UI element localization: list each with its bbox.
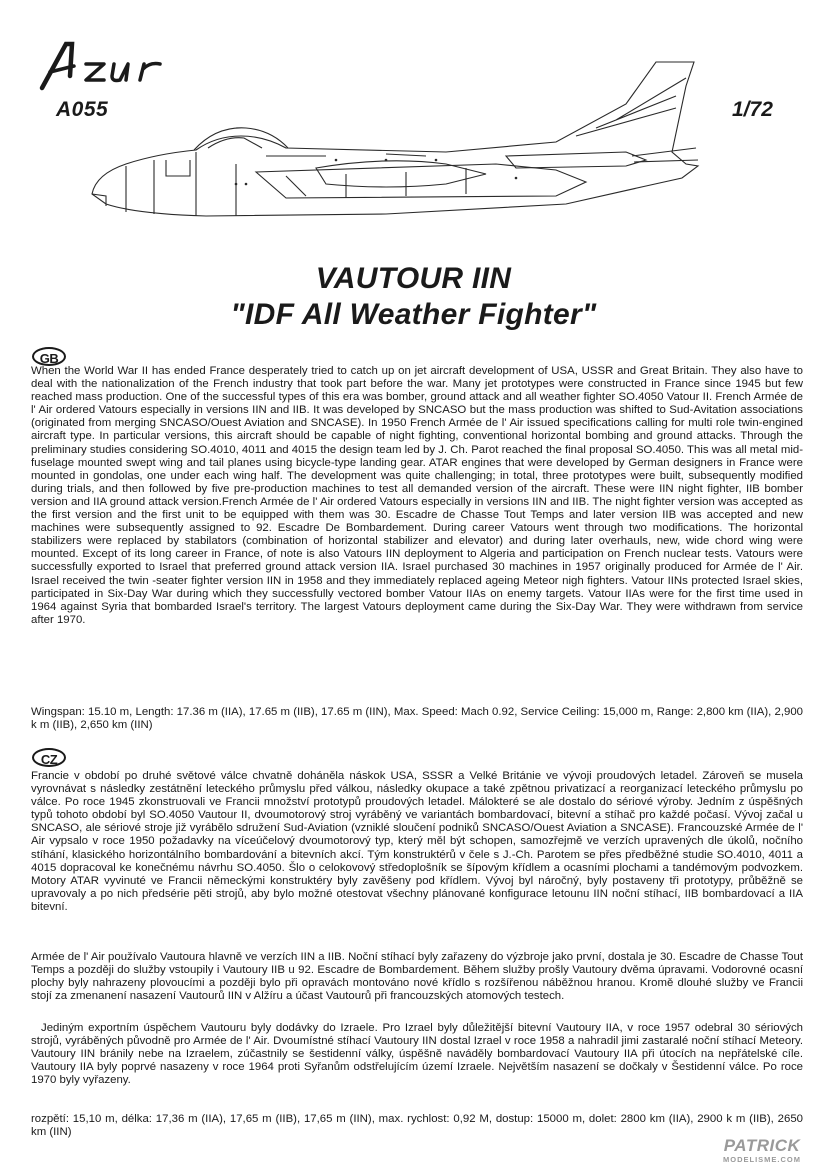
watermark-sub: MODELISME.COM	[723, 1155, 801, 1164]
gb-language-badge: GB	[32, 347, 66, 366]
cz-language-badge: CZ	[32, 748, 66, 767]
gb-specifications: Wingspan: 15.10 m, Length: 17.36 m (IIA), 17.65 m (IIB), 17.65 m (IIN), Max. Speed: Mach 0.92, Service Ceiling: 15,000 m, Range: 2,800 km (IIA), 2,900 k m (IIB), 2,650 km (IIN)	[31, 706, 803, 732]
aircraft-side-view	[86, 56, 746, 246]
title-subtitle: "IDF All Weather Fighter"	[230, 298, 597, 331]
title-model: VAUTOUR IIN	[315, 262, 512, 295]
cz-history-text-3: Jediným exportním úspěchem Vautouru byly dodávky do Izraele. Pro Izrael byly důležitější bitevní Vautoury IIA, v roce 1957 odebral 30 sériových strojů, vyráběných původně pro Armée de l' Air. Dvoumístné stíhací Vautoury IIN dostal Izrael v roce 1958 a nahradil jimi zastaralé noční stíhací Meteory. Vautoury IIN bránily nebe na Izraelem, zúčastnily se šestidenní války, úspěšně naváděly bombardovací Vautoury IIA při útocích na nepřátelské cíle. Vautoury IIA byly poprvé nasazeny v roce 1964 proti Syřanům odstřelujícím území Izraele. Největším nasazení se dočkaly v Šestidenní válce. Po roce 1970 byly vyřazeny.	[31, 1022, 803, 1087]
kit-code: A055	[56, 98, 109, 121]
gb-history-text: When the World War II has ended France desperately tried to catch up on jet aircraft development of USA, USSR and Great Britain. They also have to deal with the nationalization of the French industry that took part before the war. Many jet prototypes were constructed in France since 1945 but few reached mass production. One of the successful types of this era was bomber, ground attack and all weather fighter SO.4050 Vatour II. French Armée de l' Air ordered Vatours especially in versions IIN and IIB. It was developed by SNCASO but the mass production was shifted to Sud-Avitation associations (originated from merging SNCASO/Ouest Aviation and SNCASE). In 1950 French Armée de l' Air issued specifications calling for multi role twin-engined aircraft type. In particular versions, this aircraft should be capable of night fighting, conventional horizontal bombing and ground attacks. Through the preliminary studies considering SO.4010, 4011 and 4015 the design team led by J. Ch. Parot reached the final proposal SO.4050. This was all metal mid-fuselage mounted swept wing and tail planes using bicycle-type landing gear. ATAR engines that were developed by German designers in France were mounted in gondolas, one under each wing half. The development was quite challenging; in total, three prototypes were built, subsequently modified during trials, and then followed by five pre-production machines to test all demanded version of the aircraft. These were IIN night fighter, IIB bomber version and IIA ground attack version.French Armée de l' Air ordered Vatours especially in versions IIN and IIB. The night fighter version was accepted as the first version and the first unit to be equipped with them was 30. Escadre de Chasse Tout Temps and later version IIB was accepted and new machines were subsequently assigned to 92. Escadre De Bombardement. During career Vatours went through two modifications. The horizontal stabilizers were replaced by stabilators (combination of horizontal stabilizer and elevator) and during later overhauls, new, wide chord wing were mounted. Except of its long career in France, of note is also Vatours IIN deployment to Algeria and participation on French nuclear tests. Vatours were successfully exported to Israel that preferred ground attack version IIA. Israel purchased 30 machines in 1957 originally produced for Armée de l' Air. Israel received the twin -seater fighter version IIN in 1958 and they immediately replaced ageing Meteor nigh fighters. Vatour IINs protected Israel skies, participated in Six-Day War during which they successfully vectored bomber Vatour IIAs on enemy targets. Vatour IIAs were for the first time used in 1964 against Syria that bombarded Israel's territory. The largest Vatours deployment came during the Six-Day War. They were withdrawn from service after 1970.	[31, 365, 803, 626]
watermark-main: PATRICK	[723, 1136, 801, 1155]
cz-history-text-2: Armée de l' Air používalo Vautoura hlavně ve verzích IIN a IIB. Noční stíhací byly zařazeny do výzbroje jako první, dostala je 30. Escadre de Chasse Tout Temps a později do služby vstoupily i Vautoury IIB u 92. Escadre de Bombardement. Během služby prošly Vautoury dvěma úpravami. Vodorovné ocasní plochy byly nahrazeny plovoucími a později bylo při opravách montováno nové křídlo s rozšířenou náběžnou hranou. Kromě dlouhé služby ve Francii stojí za zmenanení nasazení Vautourů IIN v Alžíru a účast Vautourů při francouzských atomových testech.	[31, 951, 803, 1003]
cz-specifications: rozpětí: 15,10 m, délka: 17,36 m (IIA), 17,65 m (IIB), 17,65 m (IIN), max. rychlost: 0,92 M, dostup: 15000 m, dolet: 2800 km (IIA), 2900 k m (IIB), 2650 km (IIN)	[31, 1113, 803, 1139]
scale-label: 1/72	[732, 98, 773, 121]
cz-history-text-1: Francie v období po druhé světové válce chvatně doháněla náskok USA, SSSR a Velké Británie ve vývoji proudových letadel. Zároveň se musela vyrovnávat s následky zestátnění leteckého průmyslu před válkou, následky okupace a také zpětnou privatizací a reorganizací leteckého průmyslu po válce. Po roce 1945 zkonstruovali ve Francii množství prototypů proudových letadel. Málokteré se ale dostalo do sériové výroby. Jedním z úspěšných typů tohoto období byl SO.4050 Vautour II, dvoumotorový stroj vyráběný ve variantách bombardovací, bitevní a stíhač pro každé počasí. Vývoj začal u SNCASO, ale sériové stroje již vyrábělo sdružení Sud-Aviation (vzniklé sloučení podniků SNCASO/Ouest Aviation a SNCASE). Francouzské Armée de l' Air vypsalo v roce 1950 požadavky na víceúčelový dvoumotorový typ, který měl být schopen, samozřejmě ve verzích upravených dle úkolů, nočního stíhání, klasického horizontálního bombardování a bitevních akcí. Tým konstruktérů v čele s J.-Ch. Parotem se přes předběžné studie SO.4010, 4011 a 4015 dopracoval ke konečnému návrhu SO.4050. Šlo o celokovový středoplošník se šípovým křídlem a ocasními plochami a tandémovým podvozkem. Motory ATAR vyvinuté ve Francii německými konstruktéry byly zavěšeny pod křídlem. Vývoj byl náročný, byly postaveny tři prototypy, průběžně se upravovaly a po nich předsérie pěti strojů, aby bylo možné otestovat všechny plánované konfigurace letounu IIN noční stíhací, IIB bombardovací a IIA bitevní.	[31, 770, 803, 913]
patrick-modelisme-watermark	[712, 1137, 812, 1167]
